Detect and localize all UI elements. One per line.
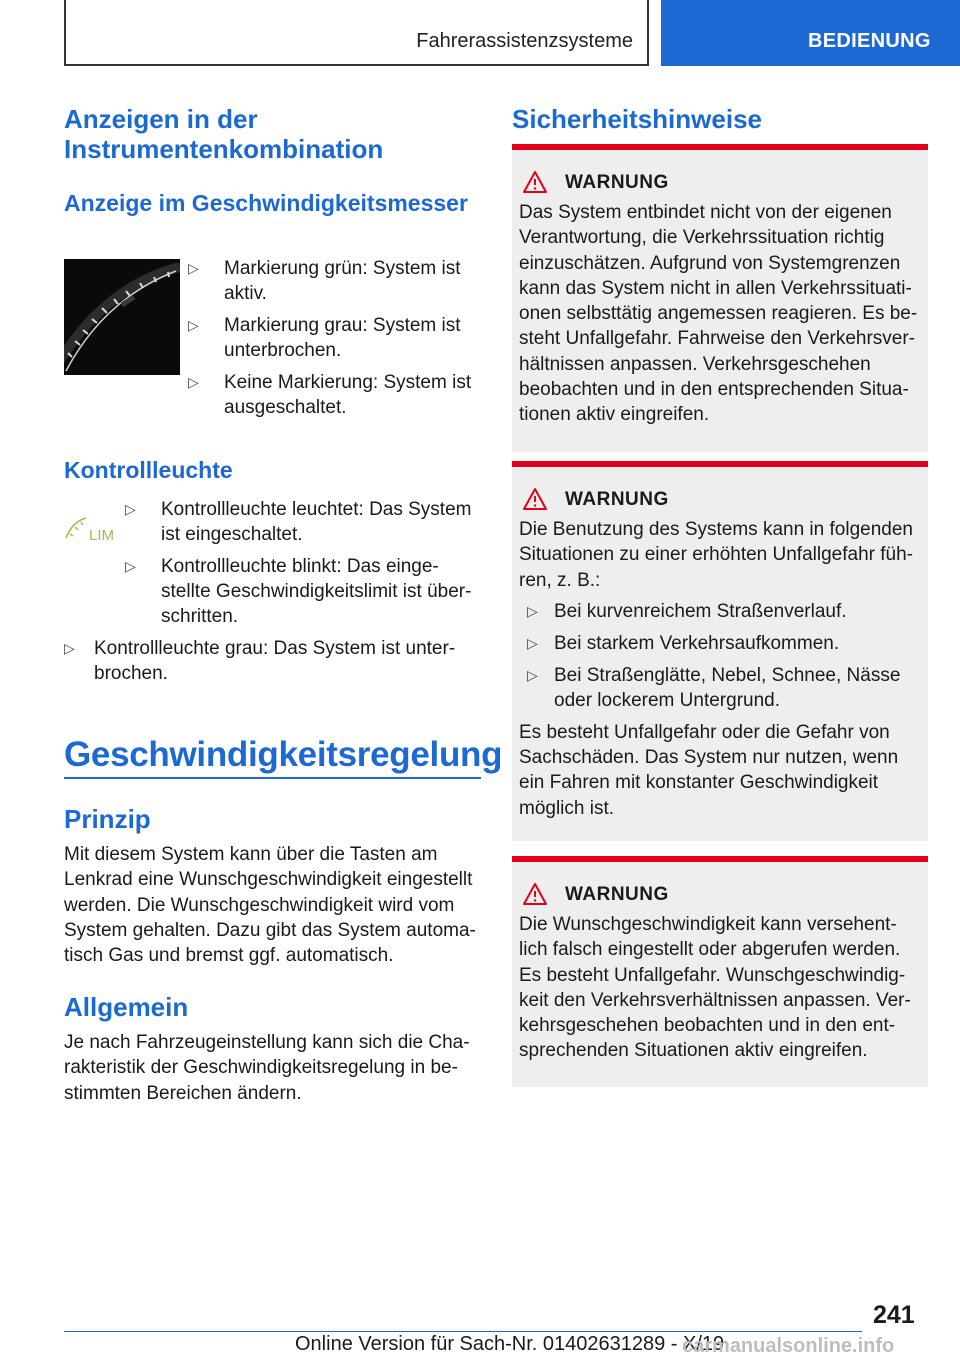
svg-text:LIM: LIM (89, 527, 115, 544)
watermark: carmanualsonline.info (682, 1335, 895, 1357)
general-paragraph: Je nach Fahrzeugeinstellung kann sich die Cha- rakteristik der Geschwindigkeitsregelung in be- stimmten Bereichen ändern. (64, 1032, 470, 1104)
warning-list (519, 599, 922, 713)
heading-cruise-control: Geschwindigkeitsregelung (64, 735, 503, 774)
bullet-triangle-icon: ▷ (527, 634, 538, 651)
section-title: BEDIENUNG (808, 30, 931, 52)
lim-indicator-icon (64, 514, 124, 544)
chapter-title: Fahrerassistenzsysteme (416, 30, 633, 52)
header-chapter-box (64, 0, 649, 66)
warning-triangle-icon (522, 882, 548, 906)
bullet-triangle-icon: ▷ (125, 558, 136, 574)
list-item: ▷ Bei kurvenreichem Straßenverlauf. (527, 600, 847, 622)
heading-instrument-display: Anzeigen in der Instrumentenkombination (64, 104, 384, 164)
warning-text: Die Wunschgeschwindigkeit kann versehent- lich falsch eingestellt oder abgerufen werden. Es besteht Unfallgefahr. Wunschgeschwindig- keit den Verkehrsverhältnissen anpassen. Ver- kehrsgeschehen beobachten und in den ent- sprechenden Situationen aktiv eingreifen. (519, 914, 911, 1062)
indicator-lamp-list-wide (64, 636, 480, 693)
warning-triangle-icon (522, 487, 548, 511)
list-item: ▷ Bei starkem Verkehrsaufkommen. (527, 632, 840, 654)
bullet-triangle-icon: ▷ (527, 602, 538, 619)
warning-text: Das System entbindet nicht von der eigenen Verantwortung, die Verkehrssituation richtig einzuschätzen. Aufgrund von Systemgrenzen kann das System nicht in allen Verkehrssituati- onen selbsttätig angemessen reagieren. Es be- steht Unfallgefahr. Fahrweise den Verkehrsver- hältnissen anpassen. Verkehrsgeschehen beobachten und in den entsprechenden Situa- tionen aktiv eingreifen. (519, 202, 918, 426)
heading-safety-notes: Sicherheitshinweise (512, 104, 762, 134)
warning-title: WARNUNG (565, 884, 669, 905)
heading-indicator-lamp: Kontrollleuchte (64, 457, 233, 483)
list-item: ▷ Kontrollleuchte grau: Das System ist unter- brochen. (64, 638, 456, 684)
bullet-triangle-icon: ▷ (527, 666, 538, 683)
footer-online-version: Online Version für Sach-Nr. 01402631289 - X/19 (295, 1333, 725, 1355)
bullet-triangle-icon: ▷ (125, 501, 136, 517)
warning-box (512, 856, 928, 1087)
heading-principle: Prinzip (64, 804, 151, 834)
list-item: ▷ Kontrollleuchte leuchtet: Das System ist eingeschaltet. (125, 499, 472, 545)
heading-general: Allgemein (64, 992, 189, 1022)
bullet-triangle-icon: ▷ (64, 640, 75, 656)
principle-paragraph: Mit diesem System kann über die Tasten am Lenkrad eine Wunschgeschwindigkeit eingestellt werden. Die Wunschgeschwindigkeit wird vom System gehalten. Dazu gibt das System automa- tisch Gas und bremst ggf. automatisch. (64, 844, 476, 967)
list-item: ▷ Bei Straßenglätte, Nebel, Schnee, Nässe oder lockerem Untergrund. (527, 664, 901, 711)
list-item: ▷ Keine Markierung: System ist ausgeschaltet. (188, 372, 472, 418)
bullet-triangle-icon: ▷ (188, 374, 199, 390)
footer-divider (64, 1331, 862, 1332)
warning-box (512, 144, 928, 452)
speedometer-marking-list (188, 256, 478, 427)
bullet-triangle-icon: ▷ (188, 317, 199, 333)
page-number: 241 (873, 1301, 915, 1329)
list-item: ▷ Kontrollleuchte blinkt: Das einge- stellte Geschwindigkeitslimit ist über- schritten. (125, 556, 472, 627)
bullet-triangle-icon: ▷ (188, 260, 199, 276)
indicator-lamp-list (125, 497, 480, 636)
warning-title: WARNUNG (565, 489, 669, 510)
heading-underline-divider (64, 777, 481, 779)
speedometer-image (64, 259, 180, 375)
list-item: ▷ Markierung grün: System ist aktiv. (188, 258, 461, 304)
heading-speedometer-display: Anzeige im Geschwindigkeitsmesser (64, 190, 468, 216)
warning-triangle-icon (522, 170, 548, 194)
warning-title: WARNUNG (565, 172, 669, 193)
warning-box (512, 461, 928, 841)
warning-intro: Die Benutzung des Systems kann in folgenden Situationen zu einer erhöhten Unfallgefahr füh- ren, z. B.: (519, 519, 913, 591)
warning-outro: Es besteht Unfallgefahr oder die Gefahr von Sachschäden. Das System nur nutzen, wenn ein Fahren mit konstanter Geschwindigkeit möglich ist. (519, 721, 899, 819)
list-item: ▷ Markierung grau: System ist unterbrochen. (188, 315, 461, 361)
header-section-tab[interactable] (661, 0, 960, 66)
